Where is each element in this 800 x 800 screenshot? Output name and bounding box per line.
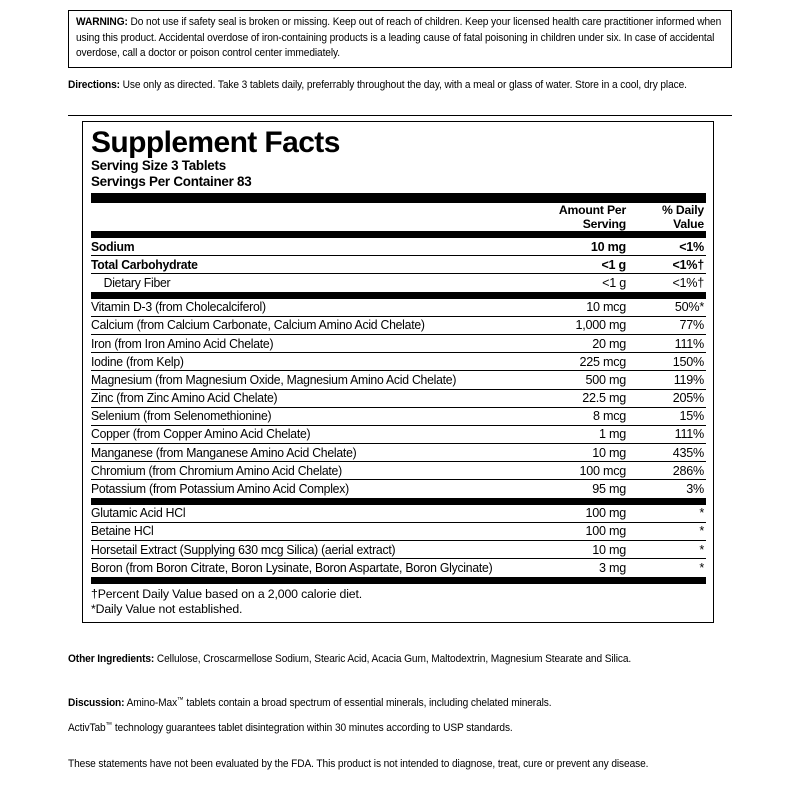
nutrient-name xyxy=(91,444,510,462)
other-ingredients-body: Cellulose, Croscarmellose Sodium, Stearic Acid, Acacia Gum, Maltodextrin, Magnesium Stearate and Silica. xyxy=(154,653,632,665)
nutrient-name xyxy=(91,505,510,523)
discussion-body-after: tablets contain a broad spectrum of essential minerals, including chelated minerals. xyxy=(183,697,552,709)
nutrient-name-text: Vitamin D-3 (from Cholecalciferol) xyxy=(91,300,266,315)
nutrient-name xyxy=(91,522,510,540)
nutrient-daily-value: * xyxy=(628,541,706,559)
nutrient-amount: 100 mcg xyxy=(510,462,628,480)
nutrient-name-text: Dietary Fiber xyxy=(103,275,171,290)
table-row xyxy=(91,541,706,559)
header-daily-value xyxy=(628,203,706,231)
nutrient-name xyxy=(91,274,510,292)
nutrient-name-text: Zinc (from Zinc Amino Acid Chelate) xyxy=(91,391,278,406)
table-row xyxy=(91,462,706,480)
nutrient-name xyxy=(91,541,510,559)
discussion-label: Discussion: xyxy=(68,697,125,709)
warning-body: Do not use if safety seal is broken or missing. Keep out of reach of children. Keep your licensed health care practitioner informed when using this product. Accidental overdose of iron-containing products is a leading cause of fatal poisoning in children under six. In case of accidental overdose, call a doctor or poison control center immediately. xyxy=(76,16,722,60)
table-row xyxy=(91,505,706,523)
separator-cell xyxy=(91,231,706,238)
trademark-icon: ™ xyxy=(105,720,113,729)
nutrient-daily-value: 435% xyxy=(628,444,706,462)
divider-bar xyxy=(91,292,706,299)
directions-label: Directions: xyxy=(68,79,120,91)
nutrient-name-text: Total Carbohydrate xyxy=(91,257,198,272)
nutrient-amount: 95 mg xyxy=(510,480,628,498)
table-row xyxy=(91,389,706,407)
nutrient-name-text: Iodine (from Kelp) xyxy=(91,354,184,369)
supplement-facts-table-group3 xyxy=(91,498,706,577)
separator-cell xyxy=(91,292,706,299)
nutrient-daily-value: <1%† xyxy=(628,256,706,274)
discussion-text xyxy=(68,692,731,712)
table-row xyxy=(91,480,706,498)
footnotes xyxy=(91,584,706,617)
nutrient-amount: 3 mg xyxy=(510,559,628,577)
footnote-daily-value-not-established: *Daily Value not established. xyxy=(91,601,243,616)
nutrient-amount: 100 mg xyxy=(510,522,628,540)
supplement-facts-table-group2 xyxy=(91,292,706,498)
nutrient-amount: 225 mcg xyxy=(510,353,628,371)
header-daily-line2: Value xyxy=(673,217,704,231)
separator-cell xyxy=(91,498,706,505)
warning-box xyxy=(68,10,732,68)
footnote-percent-daily-value: †Percent Daily Value based on a 2,000 calorie diet. xyxy=(91,587,363,602)
directions-body: Use only as directed. Take 3 tablets daily, preferrably throughout the day, with a meal or glass of water. Store in a cool, dry place. xyxy=(119,79,687,91)
nutrient-name xyxy=(91,334,510,352)
nutrient-name xyxy=(91,425,510,443)
table-row xyxy=(91,256,706,274)
nutrient-amount: 100 mg xyxy=(585,506,626,521)
nutrient-name-text: Horsetail Extract (Supplying 630 mcg Silica) (aerial extract) xyxy=(91,542,396,557)
table-row xyxy=(91,274,706,292)
nutrient-name xyxy=(91,238,510,256)
header-daily-line1: % Daily xyxy=(662,203,704,217)
nutrient-name-text: Betaine HCl xyxy=(91,524,154,539)
header-amount-line2: Serving xyxy=(582,217,626,231)
table-row xyxy=(91,371,706,389)
nutrient-amount: 10 mg xyxy=(510,444,628,462)
nutrient-name xyxy=(91,371,510,389)
table-row xyxy=(91,316,706,334)
other-ingredients-text xyxy=(68,652,731,668)
table-row xyxy=(91,559,706,577)
header-amount-per-serving xyxy=(510,203,628,231)
other-ingredients-label: Other Ingredients: xyxy=(68,653,155,665)
divider-bar-top xyxy=(91,193,706,203)
table-row xyxy=(91,299,706,317)
nutrient-name xyxy=(91,256,510,274)
nutrient-name xyxy=(91,299,510,317)
nutrient-name-text: Potassium (from Potassium Amino Acid Complex) xyxy=(91,482,349,497)
nutrient-daily-value: 77% xyxy=(628,316,706,334)
serving-size: Serving Size 3 Tablets xyxy=(91,158,226,173)
nutrient-name-text: Calcium (from Calcium Carbonate, Calcium Amino Acid Chelate) xyxy=(91,318,425,333)
nutrient-amount: <1 g xyxy=(510,256,628,274)
nutrient-amount: 10 mcg xyxy=(586,300,626,315)
nutrient-name xyxy=(91,407,510,425)
nutrient-name-text: Iron (from Iron Amino Acid Chelate) xyxy=(91,336,274,351)
table-row xyxy=(91,353,706,371)
nutrient-daily-value: 205% xyxy=(628,389,706,407)
nutrient-amount: 8 mcg xyxy=(510,407,628,425)
divider-bar xyxy=(91,498,706,505)
table-row xyxy=(91,444,706,462)
nutrient-daily-value: 119% xyxy=(628,371,706,389)
nutrient-name-text: Boron (from Boron Citrate, Boron Lysinate, Boron Aspartate, Boron Glycinate) xyxy=(91,560,493,575)
supplement-facts-table xyxy=(91,203,706,292)
supplement-facts-title: Supplement Facts xyxy=(91,126,340,159)
table-row xyxy=(91,238,706,256)
nutrient-daily-value: 3% xyxy=(628,480,706,498)
nutrient-name xyxy=(91,316,510,334)
table-header-row xyxy=(91,203,706,231)
header-spacer xyxy=(91,203,510,231)
directions-text xyxy=(68,78,731,94)
nutrient-name-text: Chromium (from Chromium Amino Acid Chelate) xyxy=(91,463,342,478)
nutrient-daily-value: <1%† xyxy=(628,274,706,292)
nutrient-daily-value: 111% xyxy=(628,334,706,352)
discussion-body-before: Amino-Max xyxy=(124,697,178,709)
nutrient-name-text: Sodium xyxy=(91,239,135,254)
table-row xyxy=(91,407,706,425)
nutrient-daily-value: 50%* xyxy=(674,300,704,315)
nutrient-daily-value: 111% xyxy=(628,425,706,443)
table-row xyxy=(91,522,706,540)
separator-row-2 xyxy=(91,292,706,299)
warning-label: WARNING: xyxy=(76,16,128,28)
nutrient-name-text: Manganese (from Manganese Amino Acid Chelate) xyxy=(91,445,357,460)
nutrient-name-text: Magnesium (from Magnesium Oxide, Magnesium Amino Acid Chelate) xyxy=(91,372,457,387)
nutrient-amount: 500 mg xyxy=(510,371,628,389)
nutrient-daily-value: 15% xyxy=(628,407,706,425)
fda-statement: These statements have not been evaluated by the FDA. This product is not intended to diagnose, treat, cure or prevent any disease. xyxy=(68,758,649,770)
warning-text xyxy=(76,15,723,62)
nutrient-name-text: Copper (from Copper Amino Acid Chelate) xyxy=(91,427,311,442)
nutrient-name-text: Glutamic Acid HCl xyxy=(91,506,186,521)
nutrient-daily-value: 286% xyxy=(628,462,706,480)
nutrient-daily-value: * xyxy=(628,559,706,577)
nutrient-amount: 1,000 mg xyxy=(510,316,628,334)
supplement-facts-panel xyxy=(82,121,714,623)
nutrient-daily-value: * xyxy=(628,522,706,540)
nutrient-daily-value: <1% xyxy=(679,239,704,254)
activtab-body-after: technology guarantees tablet disintegration within 30 minutes according to USP standards. xyxy=(112,722,513,734)
nutrient-amount: <1 g xyxy=(510,274,628,292)
nutrient-name-text: Selenium (from Selenomethionine) xyxy=(91,409,272,424)
nutrient-amount: 20 mg xyxy=(510,334,628,352)
table-row xyxy=(91,425,706,443)
nutrient-daily-value: 150% xyxy=(628,353,706,371)
activtab-text xyxy=(68,717,731,737)
nutrient-amount: 1 mg xyxy=(510,425,628,443)
divider-bar xyxy=(91,231,706,238)
nutrient-amount: 10 mg xyxy=(510,541,628,559)
nutrient-name xyxy=(91,353,510,371)
nutrient-name xyxy=(91,389,510,407)
header-amount-line1: Amount Per xyxy=(558,203,626,217)
nutrient-amount: 22.5 mg xyxy=(510,389,628,407)
trademark-icon: ™ xyxy=(177,695,184,704)
separator-row-3 xyxy=(91,498,706,505)
nutrient-name xyxy=(91,559,510,577)
nutrient-name xyxy=(91,462,510,480)
divider-bar-bottom xyxy=(91,577,706,584)
horizontal-rule xyxy=(68,115,732,116)
nutrient-amount: 10 mg xyxy=(590,239,626,254)
nutrient-daily-value: * xyxy=(699,506,704,521)
separator-row-1 xyxy=(91,231,706,238)
table-row xyxy=(91,334,706,352)
nutrient-name xyxy=(91,480,510,498)
activtab-body-before: ActivTab xyxy=(68,722,106,734)
servings-per-container: Servings Per Container 83 xyxy=(91,173,252,189)
